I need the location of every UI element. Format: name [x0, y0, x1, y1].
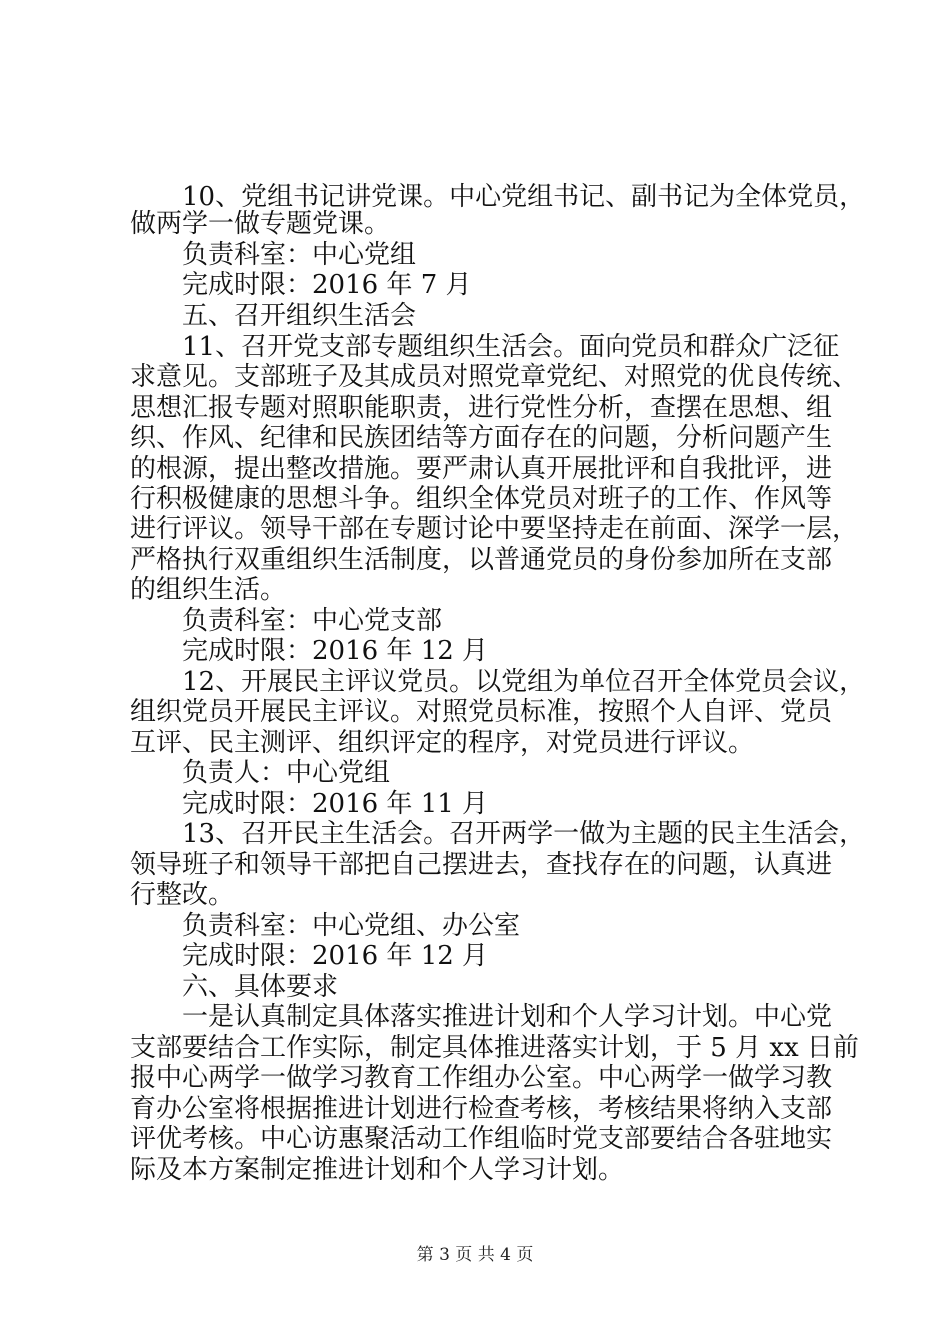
- text-line: 思想汇报专题对照职能职责，进行党性分析，查摆在思想、组: [130, 393, 833, 423]
- text-line: 进行评议。领导干部在专题讨论中要坚持走在前面、深学一层，: [130, 514, 859, 544]
- text-line: 一是认真制定具体落实推进计划和个人学习计划。中心党: [182, 1002, 833, 1032]
- text-line: 支部要结合工作实际，制定具体推进落实计划，于 5 月 xx 日前: [130, 1033, 859, 1063]
- text-line: 完成时限：2016 年 12 月: [182, 941, 489, 971]
- text-line: 的组织生活。: [130, 575, 287, 605]
- text-line: 互评、民主测评、组织评定的程序，对党员进行评议。: [130, 728, 755, 758]
- text-line: 完成时限：2016 年 7 月: [182, 270, 472, 300]
- text-line: 领导班子和领导干部把自己摆进去，查找存在的问题，认真进: [130, 850, 833, 880]
- text-line: 际及本方案制定推进计划和个人学习计划。: [130, 1155, 625, 1185]
- page-number-footer: 第 3 页 共 4 页: [416, 1245, 534, 1265]
- text-line: 的根源，提出整改措施。要严肃认真开展批评和自我批评，进: [130, 454, 833, 484]
- text-line: 评优考核。中心访惠聚活动工作组临时党支部要结合各驻地实: [130, 1124, 833, 1154]
- text-line: 织、作风、纪律和民族团结等方面存在的问题，分析问题产生: [130, 423, 833, 453]
- text-line: 完成时限：2016 年 11 月: [182, 789, 489, 819]
- text-line: 组织党员开展民主评议。对照党员标准，按照个人自评、党员: [130, 697, 833, 727]
- text-line: 负责科室：中心党支部: [182, 606, 443, 636]
- text-line: 负责人：中心党组: [182, 758, 391, 788]
- text-line: 负责科室：中心党组、办公室: [182, 911, 521, 941]
- text-line: 求意见。支部班子及其成员对照党章党纪、对照党的优良传统、: [130, 362, 859, 392]
- text-line: 12、开展民主评议党员。以党组为单位召开全体党员会议，: [182, 667, 866, 697]
- text-line: 做两学一做专题党课。: [130, 209, 391, 239]
- text-line: 行整改。: [130, 880, 235, 910]
- text-line: 育办公室将根据推进计划进行检查考核，考核结果将纳入支部: [130, 1094, 833, 1124]
- text-line: 13、召开民主生活会。召开两学一做为主题的民主生活会，: [182, 819, 866, 849]
- text-line: 报中心两学一做学习教育工作组办公室。中心两学一做学习教: [130, 1063, 833, 1093]
- text-line: 行积极健康的思想斗争。组织全体党员对班子的工作、作风等: [130, 484, 833, 514]
- text-line: 负责科室：中心党组: [182, 240, 417, 270]
- text-line: 完成时限：2016 年 12 月: [182, 636, 489, 666]
- text-line: 严格执行双重组织生活制度，以普通党员的身份参加所在支部: [130, 545, 833, 575]
- text-line: 10、党组书记讲党课。中心党组书记、副书记为全体党员，: [182, 182, 866, 212]
- section-heading: 六、具体要求: [182, 972, 339, 1002]
- text-line: 11、召开党支部专题组织生活会。面向党员和群众广泛征: [182, 332, 840, 362]
- section-heading: 五、召开组织生活会: [182, 301, 417, 331]
